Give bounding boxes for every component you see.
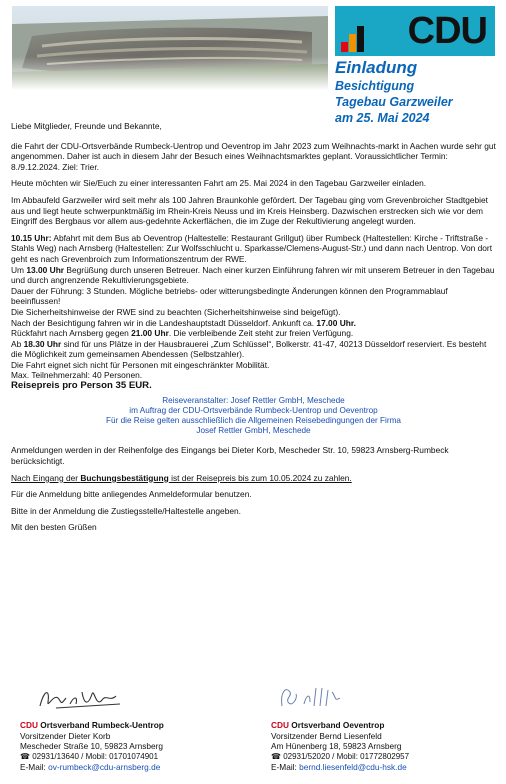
cdu-logo — [335, 6, 495, 56]
right-chair: Vorsitzender Bernd Liesenfeld — [271, 730, 382, 741]
paragraph-1: die Fahrt der CDU-Ortsverbände Rumbeck-Uentrop und Oeventrop im Jahr 2023 zum Weihnachts-markt in Aachen wurde sehr gut angenommen. Daher ist auch in diesem Jahr der Besuch eines Weihnachtsmarktes geplant. Voraussichtlicher Termin: 8./9.12.2024. Ziel: Trier. — [11, 140, 496, 172]
dinner-time: 18.30 Uhr — [23, 338, 62, 349]
right-cdu-label: CDU — [271, 720, 289, 730]
invitation-line-3: am 25. Mai 2024 — [335, 111, 430, 125]
right-email-link[interactable]: bernd.liesenfeld@cdu-hsk.de — [299, 762, 407, 773]
departure-time: 10.15 Uhr: — [11, 232, 52, 243]
left-email-line — [20, 762, 164, 773]
dinner-pre: Ab — [11, 338, 24, 349]
schedule-duration: Dauer der Führung: 3 Stunden. Mögliche betriebs- oder witterungsbedingte Änderungen können den Programmablauf beeinflussen! — [11, 285, 448, 307]
left-email-link[interactable]: ov-rumbeck@cdu-arnsberg.de — [48, 762, 161, 773]
schedule-dinner — [11, 339, 496, 360]
registration-stop-note: Bitte in der Anmeldung die Zustiegsstelle/Haltestelle angeben. — [11, 505, 241, 516]
invitation-title-block — [335, 58, 453, 126]
schedule-departure — [11, 233, 496, 265]
registration-payment — [11, 473, 496, 484]
departure-text: Abfahrt mit dem Bus ab Oeventrop (Haltestelle: Restaurant Grillgut) über Rumbeck (Haltestellen: Kirche - Triftstraße - Stahls Weg) nach Arnsberg (Haltestellen: Zur Wolfsschlucht u. Sparkasse/Clemens-August-Str.) und dann nach Uentrop. Von dort geht es nach Grevenbroich zum Informationszentrum der RWE. — [11, 232, 493, 264]
right-address: Am Hünenberg 18, 59823 Arnsberg — [271, 741, 402, 752]
schedule-duesseldorf — [11, 318, 496, 329]
logo-text: CDU — [407, 10, 487, 52]
payment-post: ist der Reisepreis bis zum 10.05.2024 zu zahlen. — [168, 472, 352, 483]
payment-pre: Nach Eingang der — [11, 472, 81, 483]
left-address: Mescheder Straße 10, 59823 Arnsberg — [20, 741, 163, 752]
organizer-line-3: Für die Reise gelten ausschließlich die Allgemeinen Reisebedingungen der Firma — [106, 416, 401, 426]
return-time: 21.00 Uhr — [131, 328, 169, 339]
right-phone: ☎ 02931/52020 / Mobil: 01772802957 — [271, 751, 410, 761]
header-photo — [12, 6, 328, 90]
arrival-time: 17.00 Uhr. — [316, 317, 356, 328]
right-org-name: Ortsverband Oeventrop — [288, 720, 385, 730]
welcome-time: 13.00 Uhr — [26, 264, 65, 275]
organizer-line-2: im Auftrag der CDU-Ortsverbände Rumbeck-Uentrop und Oeventrop — [129, 405, 378, 415]
return-text: Rückfahrt nach Arnsberg gegen — [11, 328, 132, 339]
paragraph-3: Im Abbaufeld Garzweiler wird seit mehr als 100 Jahren Braunkohle gefördert. Der Tagebau ging vom Grevenbroicher Stadtgebiet aus und liegt heute schwerpunktmäßig im Rhein-Kreis Neuss und im Kreis Heinsberg. Dazwischen erstrecken sich wie vor dem Eingriff des Bergbaus vor allem aus-gedehnte Ackerflächen, die im Zuge der Rekultivierung angelegt wurden. — [11, 194, 489, 227]
schedule-return — [11, 328, 496, 339]
organizer-line-1: Reiseveranstalter: Josef Rettler GmbH, Meschede — [162, 395, 345, 405]
organizer-block — [11, 396, 496, 437]
signature-dieter-korb — [36, 684, 126, 719]
left-org-line — [20, 720, 164, 731]
left-phone: ☎ 02931/13640 / Mobil: 01701074901 — [20, 751, 159, 761]
schedule-mobility: Die Fahrt eignet sich nicht für Personen mit eingeschränkter Mobilität. — [11, 359, 270, 370]
left-cdu-label: CDU — [20, 720, 38, 730]
welcome-text: Begrüßung durch unseren Betreuer. Nach einer kurzen Einführung fahren wir mit unserem Betreuer in den Tagebau und durch angrenzende Rekultivierungsgebiete. — [11, 264, 495, 286]
letter-body — [11, 121, 496, 533]
invitation-line-1: Besichtigung — [335, 79, 415, 93]
organizer-line-4: Josef Rettler GmbH, Meschede — [196, 426, 311, 436]
paragraph-2: Heute möchten wir Sie/Euch zu einer interessanten Fahrt am 25. Mai 2024 in den Tagebau Garzweiler einladen. — [11, 178, 427, 189]
schedule-safety: Die Sicherheitshinweise der RWE sind zu beachten (Sicherheitshinweise sind beigefügt). — [11, 306, 341, 317]
schedule-max-participants: Max. Teilnehmerzahl: 40 Personen. — [11, 370, 143, 381]
left-org-name: Ortsverband Rumbeck-Uentrop — [37, 720, 164, 730]
booking-confirmation: Buchungsbestätigung — [80, 472, 169, 483]
closing: Mit den besten Grüßen — [11, 522, 97, 533]
schedule-welcome — [11, 265, 496, 286]
welcome-pre: Um — [11, 264, 27, 275]
footer-contact-right — [271, 720, 409, 773]
duesseldorf-text: Nach der Besichtigung fahren wir in die Landeshauptstadt Düsseldorf. Ankunft ca. — [11, 317, 317, 328]
invitation-title: Einladung — [335, 58, 418, 77]
registration-order: Anmeldungen werden in der Reihenfolge des Eingangs bei Dieter Korb, Mescheder Str. 10, 59823 Arnsberg-Rumbeck berücksichtigt. — [11, 445, 449, 467]
right-email-label: E-Mail: — [271, 762, 300, 773]
left-email-label: E-Mail: — [20, 762, 49, 773]
return-rest: . Die verbleibende Zeit steht zur freien Verfügung. — [168, 328, 354, 339]
footer-contact-left — [20, 720, 164, 773]
left-chair: Vorsitzender Dieter Korb — [20, 730, 111, 741]
right-email-line — [271, 762, 409, 773]
registration-form-note: Für die Anmeldung bitte anliegendes Anmeldeformular benutzen. — [11, 489, 252, 500]
signature-bernd-liesenfeld — [276, 682, 356, 717]
invitation-line-2: Tagebau Garzweiler — [335, 95, 453, 109]
dinner-text: sind für uns Plätze in der Hausbrauerei „Zum Schlüssel“, Bolkerstr. 41-47, 40213 Düsseldorf reserviert. Es besteht die Möglichkeit zum gemeinsamen Abendessen (Selbstzahler). — [11, 338, 487, 360]
right-org-line — [271, 720, 409, 731]
travel-price: Reisepreis pro Person 35 EUR. — [11, 380, 152, 392]
greeting: Liebe Mitglieder, Freunde und Bekannte, — [11, 121, 162, 131]
